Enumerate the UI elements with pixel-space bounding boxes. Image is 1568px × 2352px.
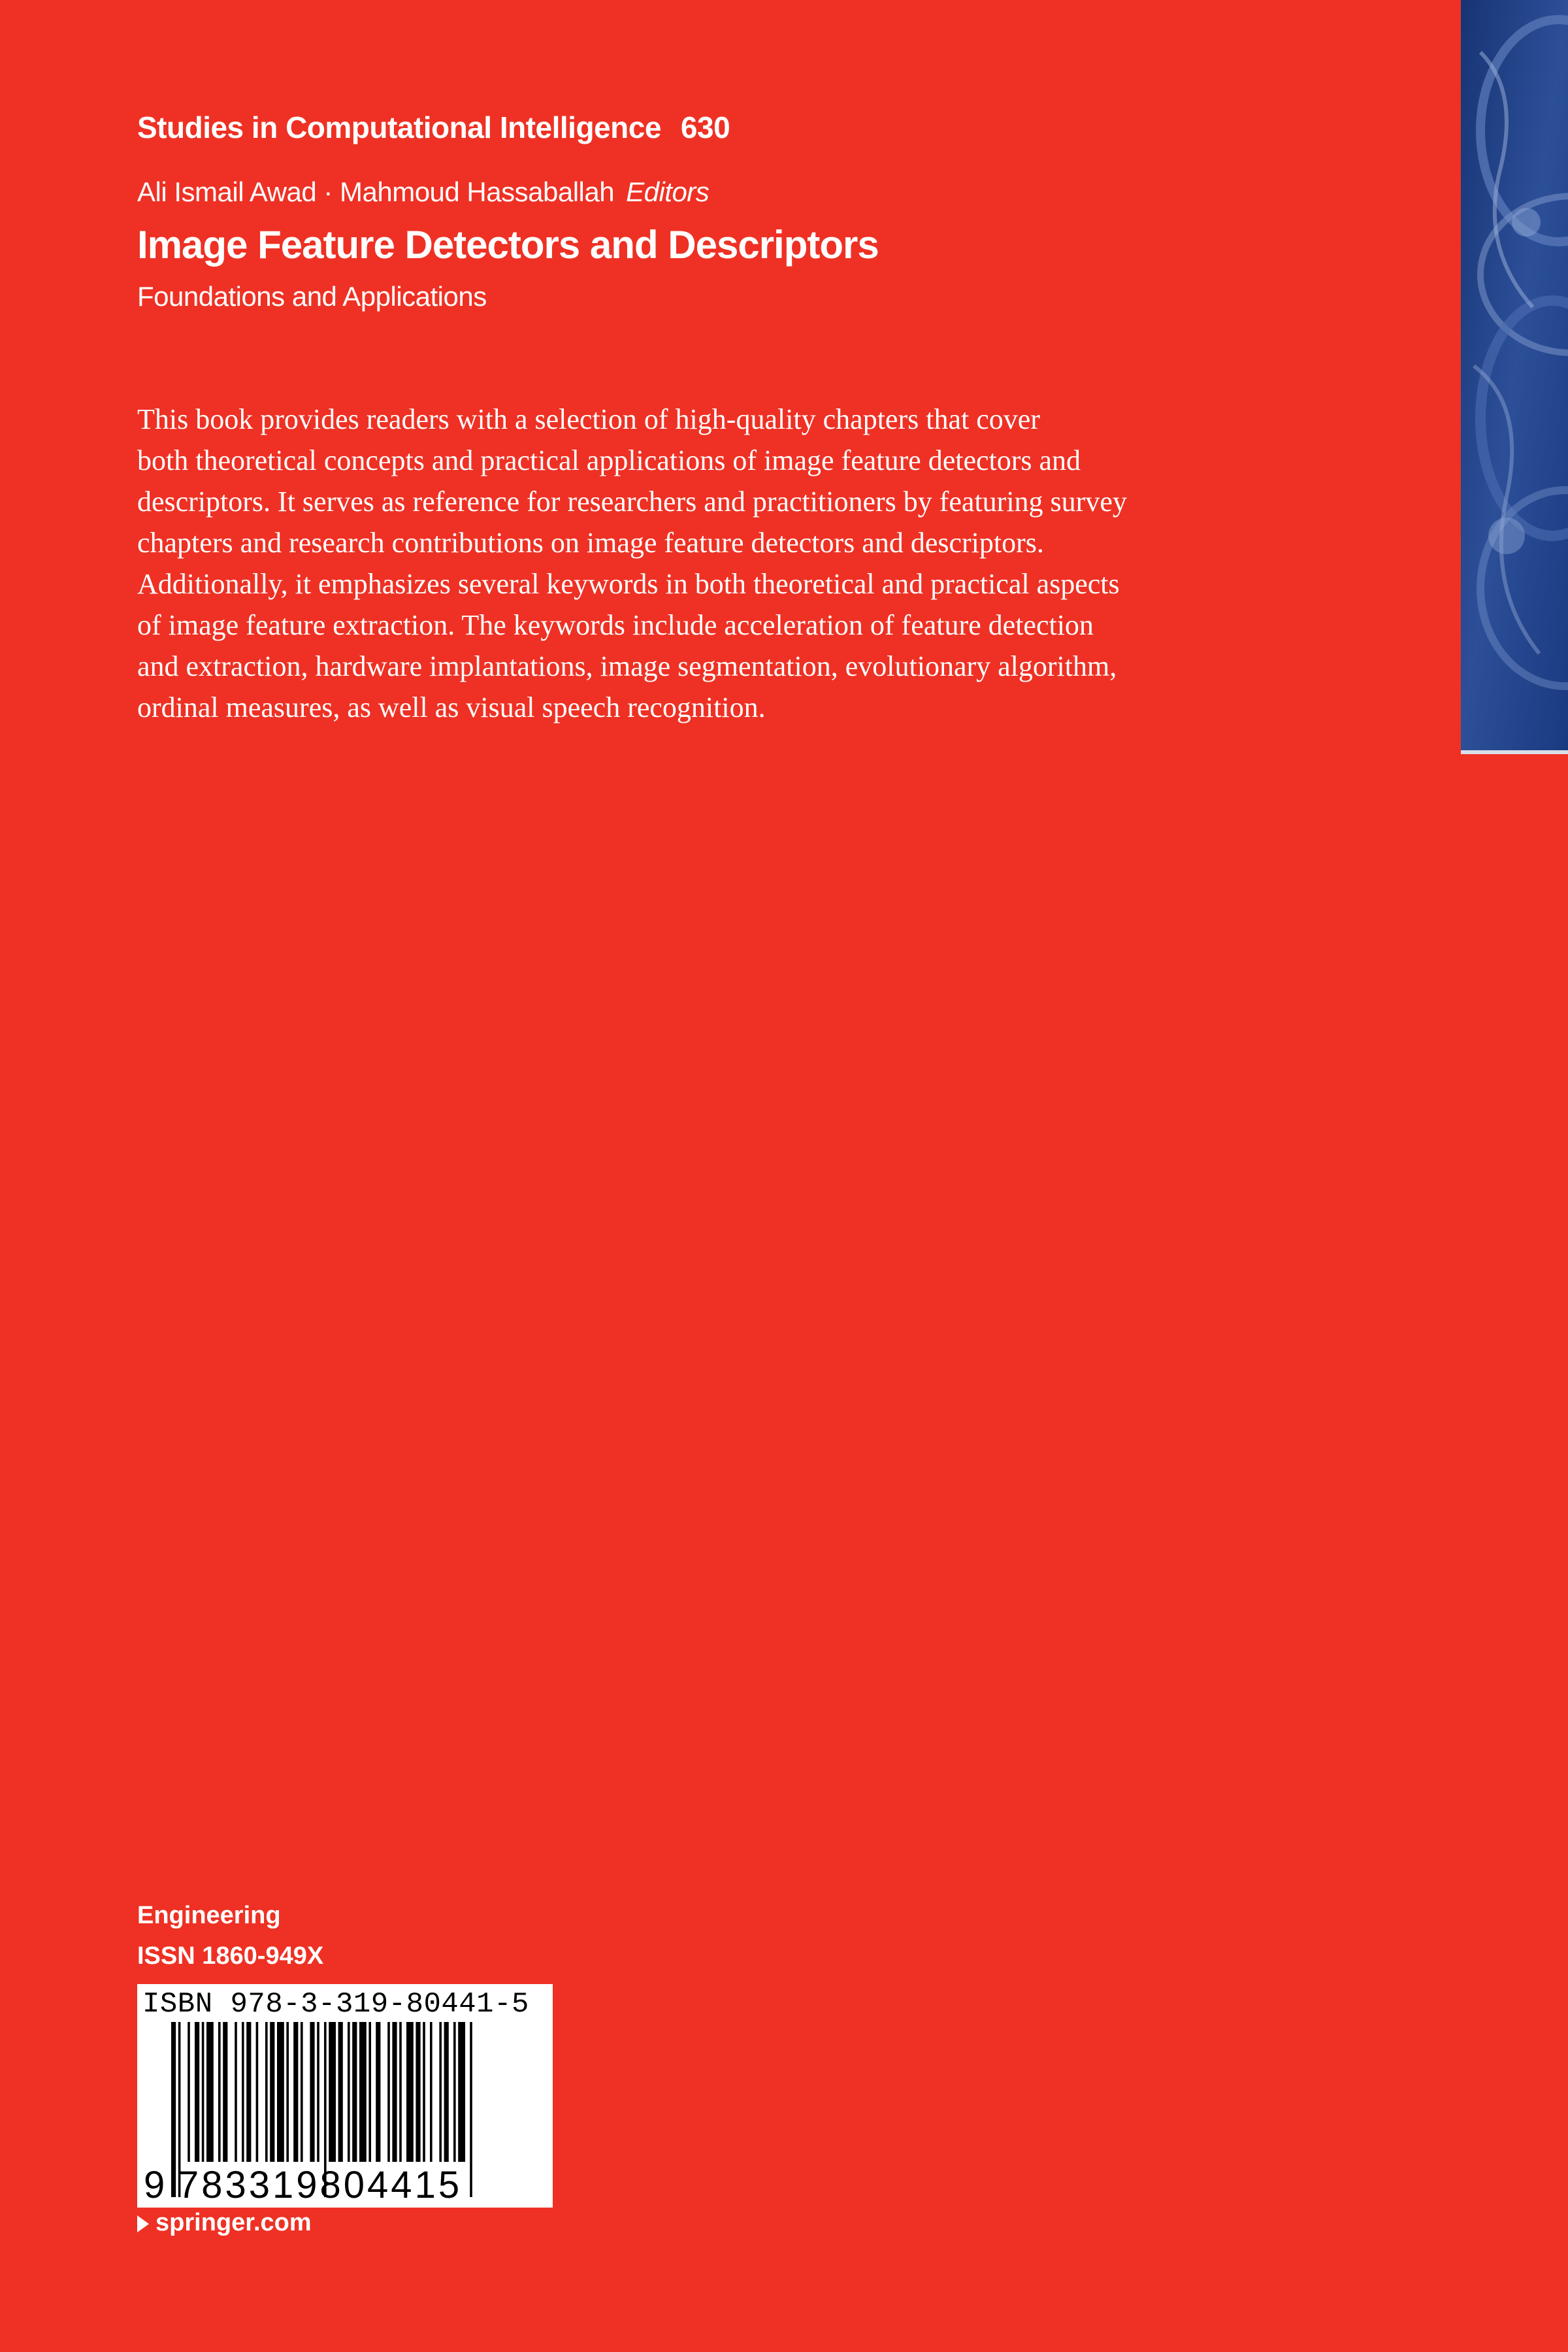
barcode-bar <box>223 2022 227 2162</box>
abstract-art-image <box>1461 0 1568 750</box>
barcode-bar <box>368 2022 371 2162</box>
cover-art-strip <box>1461 0 1568 750</box>
editor-names: Ali Ismail Awad · Mahmoud Hassaballah <box>137 176 615 207</box>
description-line: descriptors. It serves as reference for researchers and practitioners by featuring survey <box>137 486 1127 518</box>
description-line: Additionally, it emphasizes several keywords in both theoretical and practical aspects <box>137 568 1120 600</box>
description-line: ordinal measures, as well as visual speech recognition. <box>137 691 766 723</box>
barcode-bar <box>265 2022 268 2162</box>
book-title: Image Feature Detectors and Descriptors <box>137 223 879 267</box>
description-line: This book provides readers with a selection of high-quality chapters that cover <box>137 403 1040 435</box>
barcode-bar <box>310 2022 314 2162</box>
barcode-bar <box>242 2022 244 2162</box>
barcode-bar <box>329 2022 336 2162</box>
barcode-bar <box>430 2022 433 2162</box>
barcode-bar <box>195 2022 199 2162</box>
editors-line <box>137 176 709 208</box>
barcode-bar <box>317 2022 319 2162</box>
barcode-bar <box>171 2022 176 2197</box>
isbn-barcode <box>137 1984 553 2208</box>
barcode-bar <box>406 2022 414 2162</box>
description-line: and extraction, hardware implantations, image segmentation, evolutionary algorithm, <box>137 650 1117 682</box>
barcode-bar <box>387 2022 390 2162</box>
barcode-bar <box>293 2022 298 2162</box>
barcode-bar <box>453 2022 456 2162</box>
barcode-bar <box>470 2022 472 2197</box>
barcode-bar <box>444 2022 449 2162</box>
barcode-bar <box>235 2022 237 2162</box>
subject-category: Engineering <box>137 1902 281 1929</box>
triangle-arrow-icon <box>137 2215 149 2232</box>
barcode-bar <box>458 2022 465 2162</box>
barcode-bar <box>348 2022 350 2162</box>
editor-role: Editors <box>626 176 710 207</box>
isbn-number: ISBN 978-3-319-80441-5 <box>142 1988 529 2021</box>
barcode-bar <box>202 2022 204 2162</box>
barcode-bar <box>188 2022 190 2162</box>
publisher-website[interactable] <box>137 2209 312 2237</box>
barcode-bar <box>246 2022 251 2162</box>
description-line: both theoretical concepts and practical applications of image feature detectors and <box>137 444 1081 476</box>
barcode-bar <box>206 2022 214 2162</box>
barcode-bar <box>359 2022 367 2162</box>
issn-number: ISSN 1860-949X <box>137 1942 324 1970</box>
strip-divider <box>1461 750 1568 754</box>
ean-first-digit: 9 <box>144 2164 165 2206</box>
barcode-bar <box>399 2022 402 2162</box>
ean-digits: 783319804415 <box>178 2164 463 2206</box>
barcode-bar <box>392 2022 397 2162</box>
description-line: of image feature extraction. The keywords include acceleration of feature detection <box>137 609 1094 641</box>
barcode-bar <box>423 2022 425 2162</box>
barcode-bar <box>277 2022 284 2162</box>
website-label[interactable]: springer.com <box>155 2209 312 2236</box>
series-number: 630 <box>680 110 730 144</box>
description-line: chapters and research contributions on image feature detectors and descriptors. <box>137 527 1044 559</box>
barcode-bar <box>301 2022 303 2162</box>
barcode-bar <box>376 2022 380 2162</box>
barcode-bar <box>218 2022 221 2162</box>
book-subtitle: Foundations and Applications <box>137 281 487 312</box>
barcode-bar <box>439 2022 442 2162</box>
barcode-bar <box>338 2022 343 2162</box>
barcode-bar <box>256 2022 259 2162</box>
book-description <box>137 399 1313 728</box>
barcode-bar <box>416 2022 420 2162</box>
series-line <box>137 110 730 145</box>
barcode-bar <box>270 2022 274 2162</box>
barcode-bar <box>286 2022 289 2162</box>
series-name: Studies in Computational Intelligence <box>137 110 661 144</box>
barcode-bar <box>352 2022 357 2162</box>
